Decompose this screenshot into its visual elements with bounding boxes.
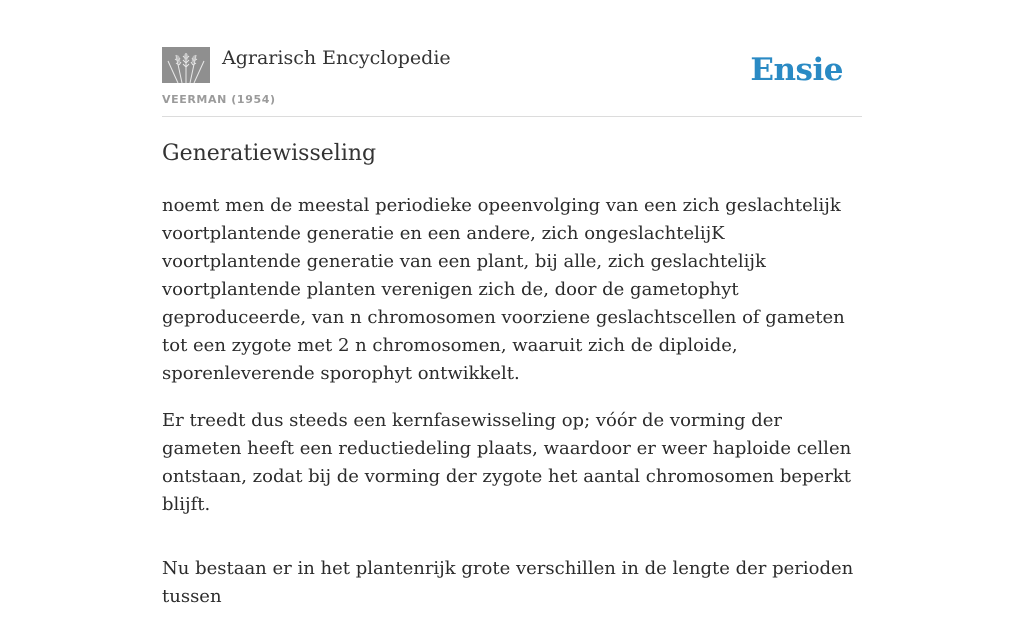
entry-paragraph: Er treedt dus steeds een kernfasewisseling op; vóór de vorming der gameten heeft een reductiedeling plaats, waardoor er weer haploide cellen ontstaan, zodat bij de vorming der zygote het aantal chromosomen beperkt blijft. [162,410,852,515]
entry-paragraph: Nu bestaan er in het plantenrijk grote verschillen in de lengte der perioden tussen [162,558,854,607]
source-author-year: VEERMAN (1954) [162,93,276,106]
entry-title: Generatiewisseling [162,141,377,166]
source-logo-wheat-icon[interactable] [162,47,210,83]
ensie-logo[interactable]: Ensie [750,52,843,88]
source-header [162,46,862,117]
source-title[interactable]: Agrarisch Encyclopedie [222,47,451,69]
entry-body [162,192,862,630]
entry-paragraph: noemt men de meestal periodieke opeenvolging van een zich geslachtelijk voortplantende generatie en een andere, zich ongeslachtelijK voortplantende generatie van een plant, bij alle, zich geslachtelijk voortplantende planten verenigen zich de, door de gametophyt geproduceerde, van n chromosomen voorziene geslachtscellen of gameten tot een zygote met 2 n chromosomen, waaruit zich de diploide, sporenleverende sporophyt ontwikkelt. [162,195,845,384]
